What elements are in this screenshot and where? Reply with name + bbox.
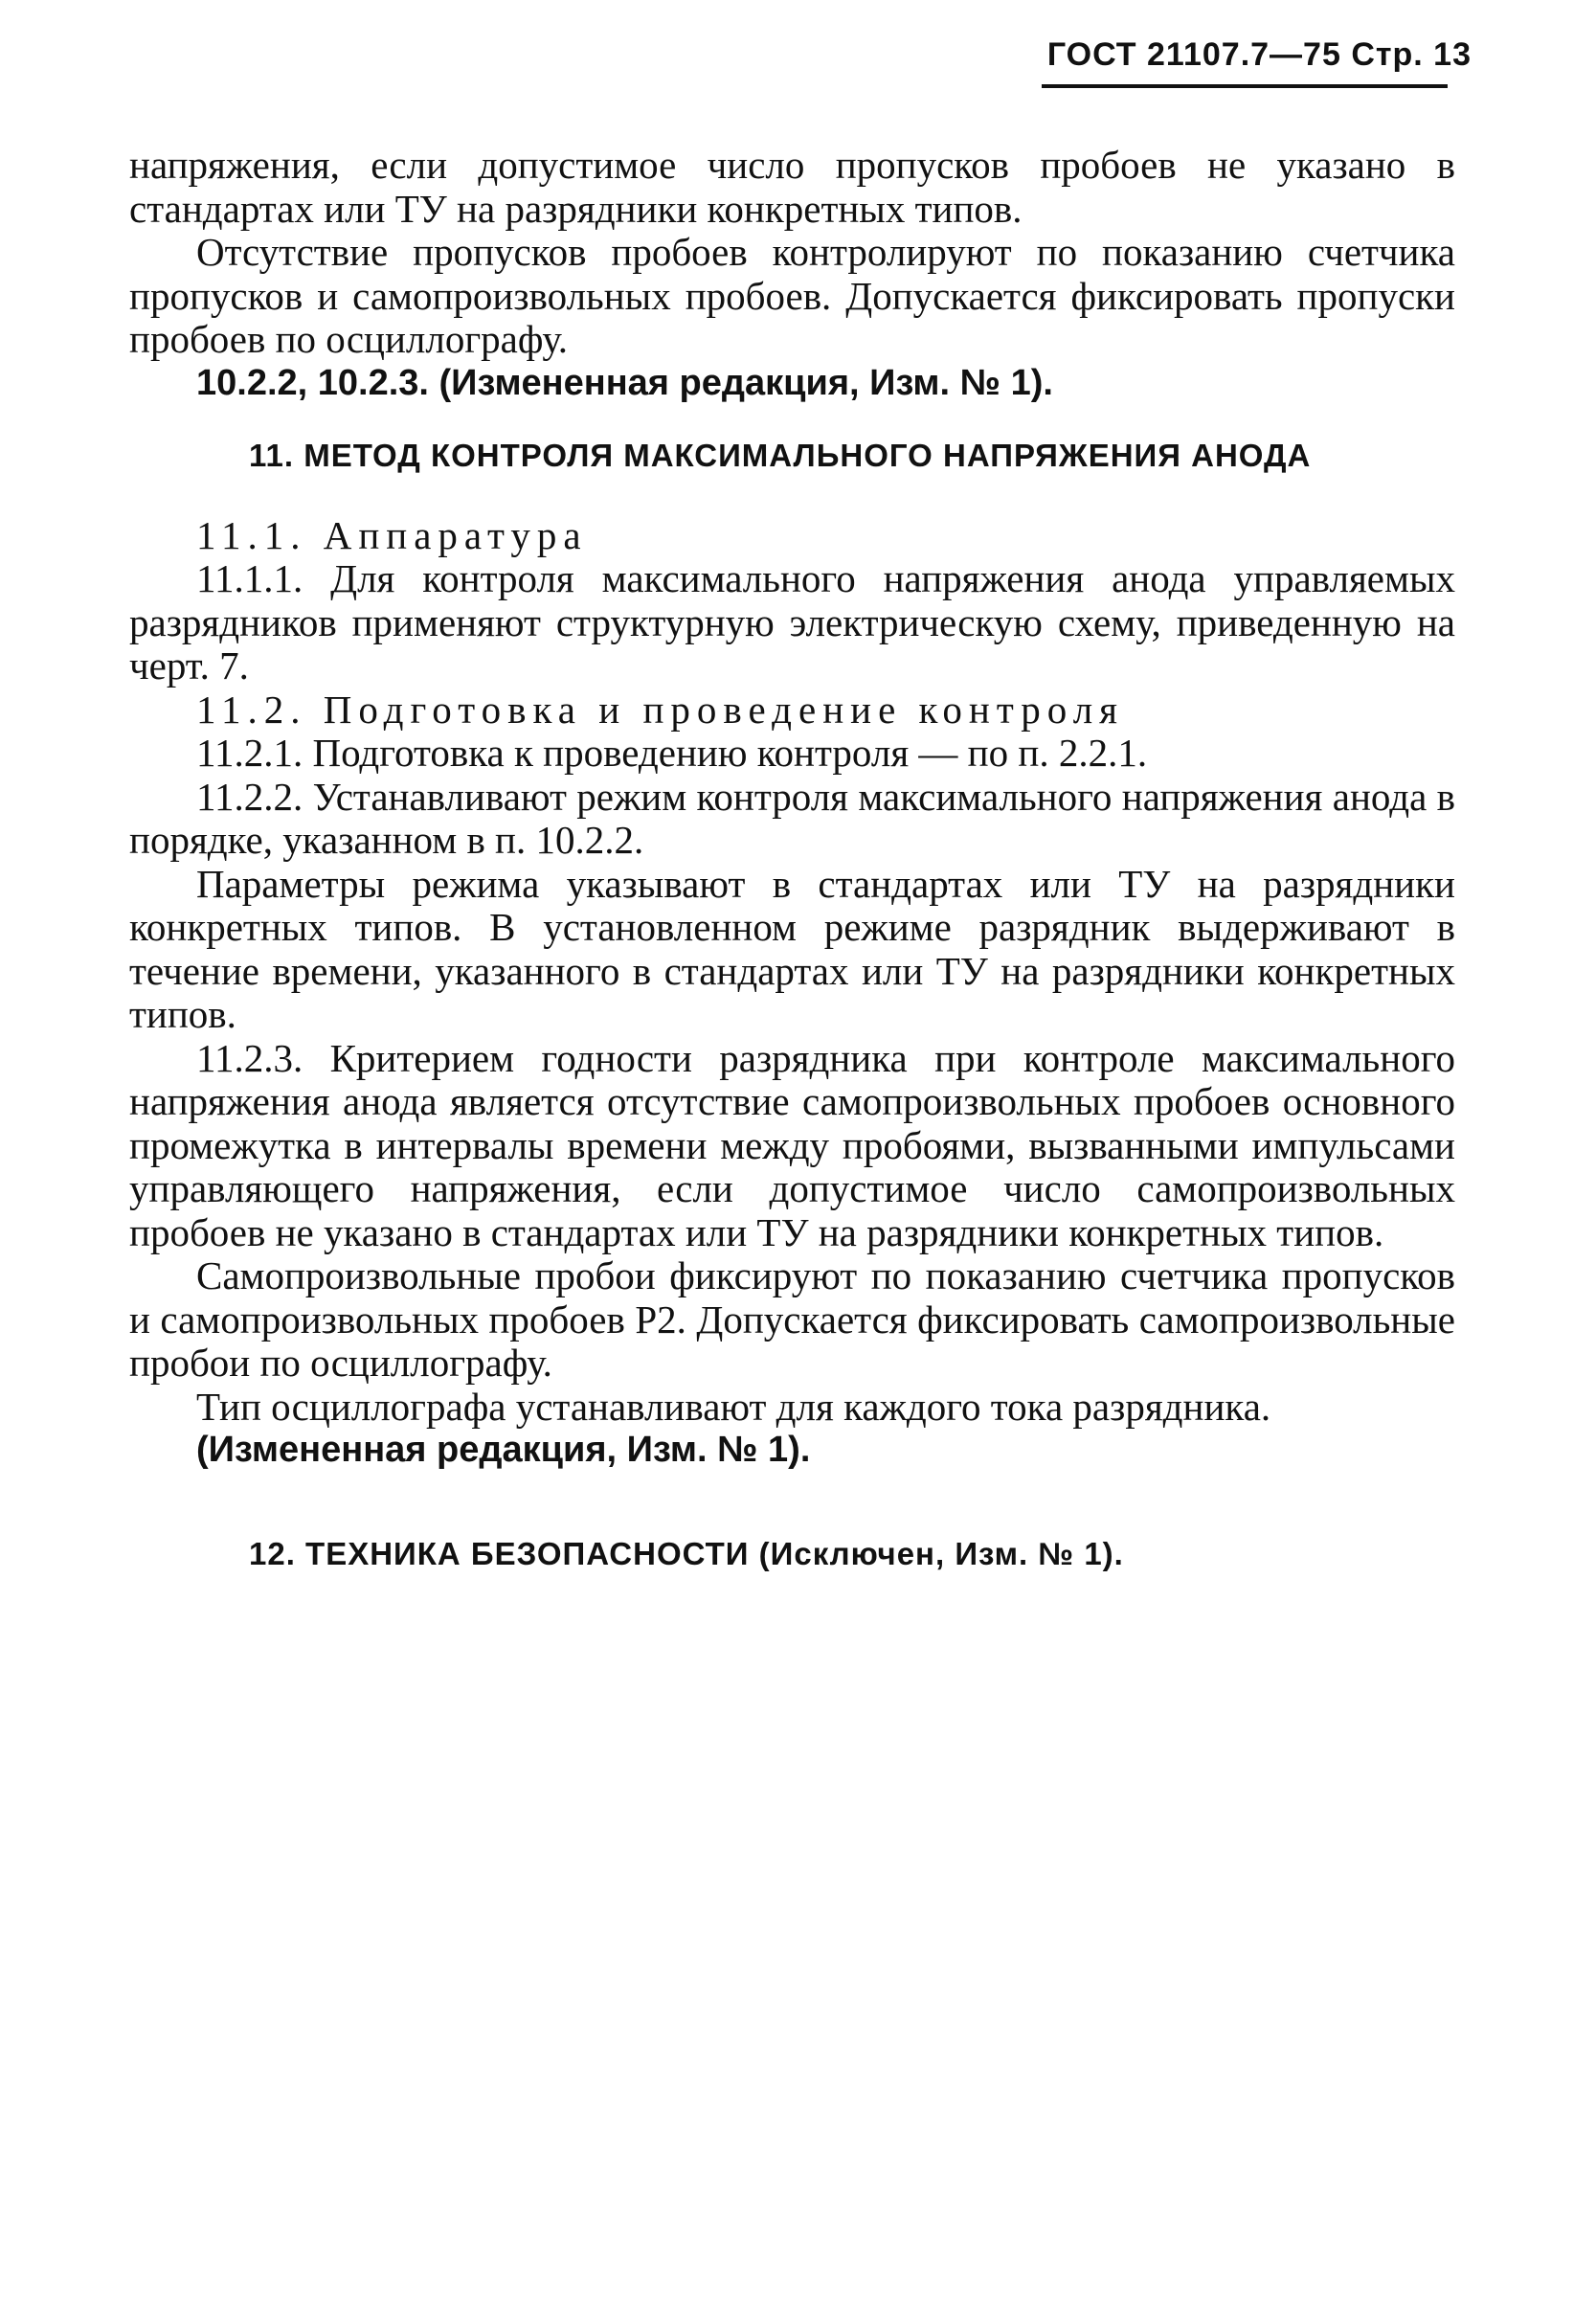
section-heading-11: 11. МЕТОД КОНТРОЛЯ МАКСИМАЛЬНОГО НАПРЯЖЕНИЯ АНОДА: [249, 438, 1312, 473]
paragraph-continuation: напряжения, если допустимое число пропусков пробоев не указано в стандартах или ТУ на разрядники конкретных типов.: [129, 143, 1455, 231]
paragraph-oscilloscope-type: Тип осциллографа устанавливают для каждого тока разрядника.: [196, 1384, 1271, 1429]
amendment-note-11: (Измененная редакция, Изм. № 1).: [196, 1430, 811, 1470]
document-body: [129, 144, 1455, 1612]
paragraph-11-1-1: 11.1.1. Для контроля максимального напряжения анода управляемых разрядников применяют структурную электрическую схему, приведенную на черт. 7.: [129, 556, 1455, 688]
paragraph-11-2-2: 11.2.2. Устанавливают режим контроля максимального напряжения анода в порядке, указанном в п. 10.2.2.: [129, 774, 1455, 862]
page-header: ГОСТ 21107.7—75 Стр. 13: [1046, 36, 1472, 73]
paragraph-spontaneous-breakdowns: Самопроизвольные пробои фиксируют по показанию счетчика пропусков и самопроизвольных пробоев Р2. Допускается фиксировать самопроизвольные пробои по осциллографу.: [129, 1253, 1455, 1385]
amendment-note-10: 10.2.2, 10.2.3. (Измененная редакция, Изм. № 1).: [196, 362, 1053, 403]
paragraph-11-2-3: 11.2.3. Критерием годности разрядника при контроле максимального напряжения анода является отсутствие самопроизвольных пробоев основного промежутка в интервалы времени между пробоями, вызванными импульсами управляющего напряжения, если допустимое число самопроизвольных пробоев не указано в стандартах или ТУ на разрядники конкретных типов.: [129, 1035, 1455, 1254]
paragraph-skip-control: Отсутствие пропусков пробоев контролируют по показанию счетчика пропусков и самопроизвольных пробоев. Допускается фиксировать пропуски пробоев по осциллографу.: [129, 230, 1455, 361]
section-heading-12: 12. ТЕХНИКА БЕЗОПАСНОСТИ (Исключен, Изм. № 1).: [249, 1535, 1124, 1571]
paragraph-mode-parameters: Параметры режима указывают в стандартах или ТУ на разрядники конкретных типов. В установленном режиме разрядник выдерживают в течение времени, указанного в стандартах или ТУ на разрядники конкретных типов.: [129, 861, 1455, 1036]
subsection-11-2: 11.2. Подготовка и проведение контроля: [196, 687, 1125, 732]
header-rule: [1042, 84, 1448, 88]
subsection-11-1: 11.1. Аппаратура: [196, 512, 588, 557]
paragraph-11-2-1: 11.2.1. Подготовка к проведению контроля — по п. 2.2.1.: [196, 731, 1148, 775]
